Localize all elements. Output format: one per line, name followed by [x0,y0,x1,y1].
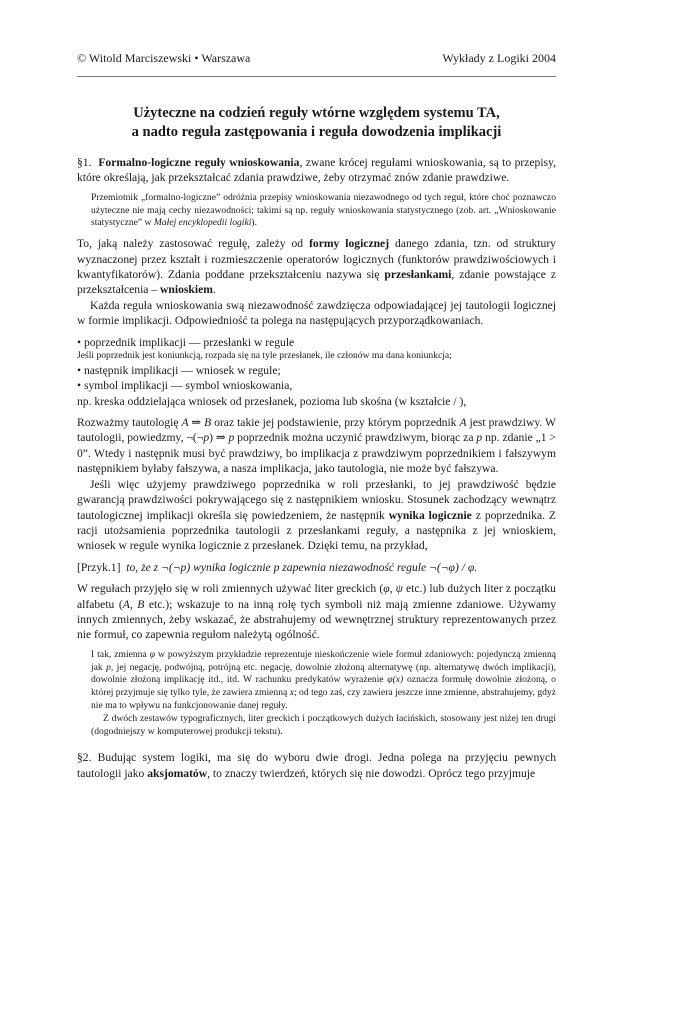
formula-p1: p [203,431,210,445]
page-title [77,104,556,142]
section-1-heading: Formalno-logiczne reguły wnioskowania [98,156,300,169]
note2-p: p [106,661,111,673]
p2-c: danego zdania, tzn. od struktury wyznaczonej przez kształt i rozmieszczenie operatorów logicznych (funktorów prawdziwościowych i kwantyfikatorów). Zdania poddane przekształceniu nazywa się [77,237,556,282]
note2-b: w powyższym przykładzie reprezentuje nieskończenie wiele formuł zdaniowych: pojedynczą zmienną jak [91,648,557,673]
paragraph-tautologia [77,415,556,477]
note2-a: I tak, zmienna [91,648,150,660]
paragraph-zmienne [77,581,556,643]
section-1-intro-text: , zwane krócej regułami wnioskowania, są to przepisy, które określają, jak przekształcać zdania prawdziwe, żeby otrzymać znów zdanie prawdziwe. [77,156,556,185]
p4-e: poprzednik można uczynić prawdziwym, biorąc za [234,431,477,445]
header-rule [77,76,556,77]
paragraph-wynikanie [77,477,556,554]
paragraph-niezawodnosc: Każda reguła wnioskowania swą niezawodność zawdzięcza odpowiadającej jej tautologii logicznej w formie implikacji. Odpowiedniość ta polega na następujących przyporządkowaniach. [77,298,556,328]
term-forma-logiczna: formy logicznej [309,237,390,251]
note2-phi: φ [149,648,156,660]
note2-phi-x: φ(x) [387,674,404,686]
note-zmienna-phi [77,649,556,713]
note1-end: ). [251,217,257,229]
example-1-text: to, że z ¬(¬p) wynika logicznie p zapewnia niezawodność regule ¬(¬φ) / φ. [126,560,478,574]
p2-a: To, jaką należy zastosować regułę, zależy od [77,237,310,251]
running-header [77,50,556,66]
formula-a: A [459,416,467,430]
note1-text: Przemiotnik „formalno-logiczne” odróżnia przepisy wnioskowania niezawodnego od tych reguł, które choć poznawczo użyteczne nie mają cechy niezawodności; takimi są np. reguły wnioskowania statystycznego (zob. art. „Wnioskowanie statystyczne” w [91,191,556,229]
section-2-intro [77,750,556,781]
title-line-1: Użyteczne na codzień reguły wtórne względem systemu TA, [133,105,500,121]
section-1-marker: §1. [77,156,92,169]
term-wniosek: wnioskiem [160,283,213,297]
p2-d: , zdanie powstające z przekształcenia – [77,268,557,297]
p5-a: Jeśli więc użyjemy prawdziwego poprzednika w roli przesłanki, to jej prawdziwość będzie gwarancją prawdziwości pokrywającego się z następnikiem wniosku. Stosunek zachodzący wewnątrz tautologicznej implikacji określa się powiedzeniem, że następnik [77,477,556,522]
title-line-2: a nadto reguła zastępowania i reguła dowodzenia implikacji [131,124,502,140]
p4-c: jest prawdziwy. W tautologii, powiedzmy, ¬(¬ [77,416,556,445]
p6-b: etc.) lub dużych liter z początku alfabetu ( [77,582,556,611]
bullet-nastepnik: • następnik implikacji — wniosek w regule; [77,363,281,377]
bullet-poprzednik: • poprzednik implikacji — przesłanki w regule [77,335,295,349]
note2-e: ; od tego zaś, czy zawiera jeszcze inne zmienne, abstrahujemy, gdyż nie ma to wpływu na funkcjonowanie danej reguły. [91,687,556,711]
p6-c: etc.); wskazuje to na inną rolę tych symboli niż mają zmienne zdaniowe. Używamy innych zmiennych, żeby wskazać, że abstrahujemy od wewnętrznej struktury reprezentowanych przez nie formuł, co zapewnia regułom należytą ogólność. [77,597,557,642]
note1-italic: Małej encyklopedii logiki [153,217,252,229]
p4-g: np. zdanie „1 > 0”. Wtedy i następnik musi być prawdziwy, bo implikacja z prawdziwym poprzednikiem i fałszywym następnikiem byłaby fałszywa, a nasza implikacja, jako tautologia, nie może być fałszywa. [77,431,556,476]
note-zestawy: Z dwóch zestawów typograficznych, liter greckich i początkowych dużych łacińskich, stosowany jest niżej ten drugi (dogodniejszy w komputerowej produkcji tekstu). [91,712,556,737]
formula-p2: p [228,431,235,445]
example-1-label: [Przyk.1] [77,560,121,574]
note2-x: x [289,687,294,699]
s2-a: Budując system logiki, ma się do wyboru dwie drogi. Jedna polega na przyjęciu pewnych tautologii jako [77,751,556,780]
header-author: © Witold Marciszewski • Warszawa [77,51,251,65]
main-text [77,155,556,781]
section-1-intro [77,155,556,186]
p6-a: W regułach przyjęło się w roli zmiennych używać liter greckich ( [77,582,384,596]
term-przeslanki: przesłankami [384,268,452,282]
p2-e: . [212,283,216,297]
p4-d: ) ⇒ [209,431,229,445]
bullet-symbol: • symbol implikacji — symbol wnioskowania, [77,379,293,393]
formula-p3: p [476,431,483,445]
section-2-marker: §2. [77,751,92,765]
s2-c: , to znaczy twierdzeń, których się nie dowodzi. Oprócz tego przyjmuje [207,766,536,780]
formula-a-b: A, B [122,597,145,611]
p5-c: z poprzednika. Z racji utożsamienia poprzednika tautologii z przesłankami reguły, a następnika z jej wnioskiem, wniosek w regule wynika logicznie z przesłanek. Dzięki temu, na przykład, [77,508,557,553]
header-course: Wykłady z Logiki 2004 [442,51,556,65]
note-formalno-logiczne [77,192,556,230]
example-1 [77,560,556,575]
formula-a-implies-b: A ⇒ B [181,416,212,430]
formula-phi-psi: φ, ψ [383,582,403,596]
term-aksjomaty: aksjomatów [147,766,208,780]
bullet-symbol-note: np. kreska oddzielająca wniosek od przesłanek, pozioma lub skośna (w kształcie / ), [77,394,467,408]
paragraph-forma-logiczna [77,236,556,298]
bullet-poprzednik-note: Jeśli poprzednik jest koniunkcją, rozpada się na tyle przesłanek, ile członów ma dana koniunkcja; [77,350,452,362]
term-wynika-logicznie: wynika logicznie [388,508,472,522]
p4-a: Rozważmy tautologię [77,416,182,430]
note2-d: oznacza formułę dowolnie złożoną, o której przyjmuje się tylko tyle, że zawiera zmienną [91,674,556,699]
note2-c: , jej negację, podwójną, potrójną etc. negację, dowolnie złożoną alternatywę (np. alternatywę dwóch implikacji), dowolnie złożoną implikację itd., itd. W rachunku predykatów wyrażenie [91,661,557,686]
p4-b: oraz takie jej podstawienie, przy którym poprzednik [211,416,460,430]
